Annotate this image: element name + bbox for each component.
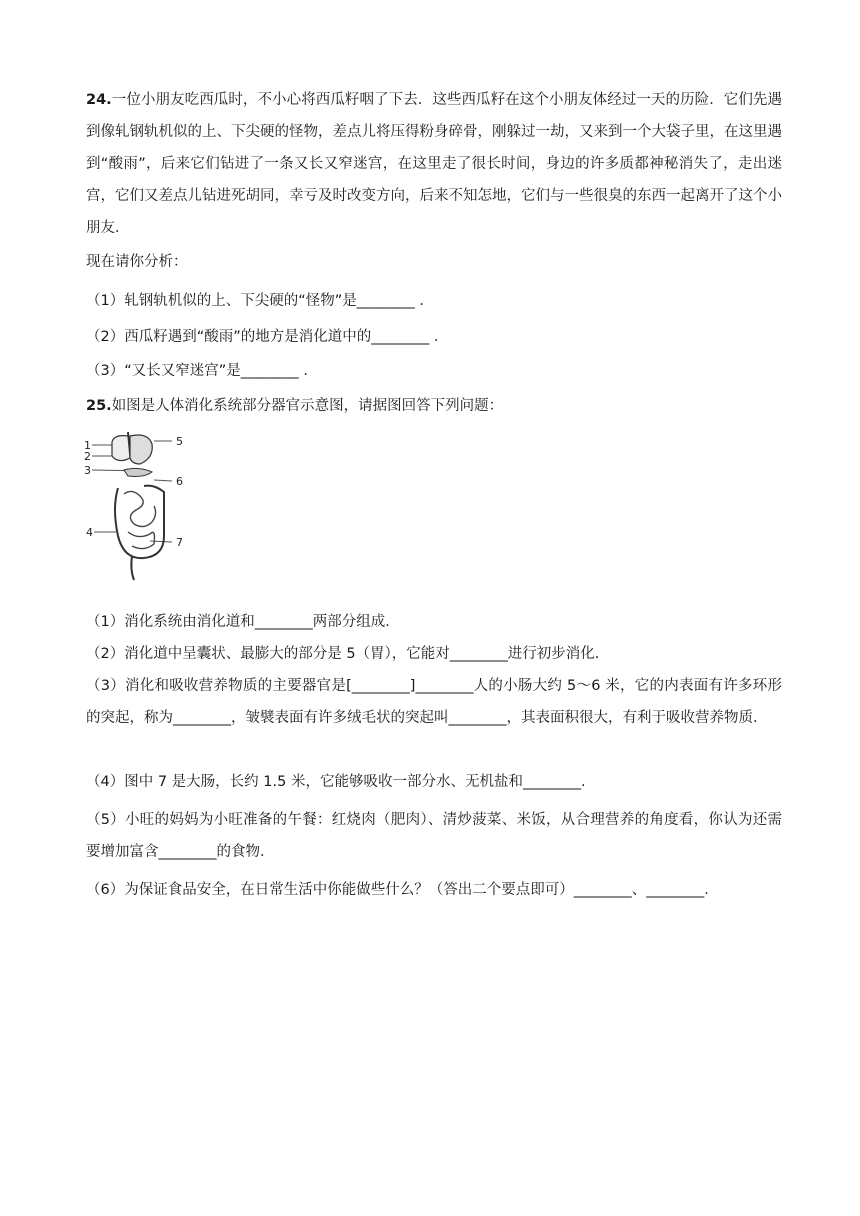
q25-item-1: （1）消化系统由消化道和________两部分组成． <box>86 614 400 630</box>
q25-stem-text: 如图是人体消化系统部分器官示意图，请据图回答下列问题： <box>111 398 504 414</box>
diagram-label-4: 4 <box>86 526 93 539</box>
q25-item-5: （5）小旺的妈妈为小旺准备的午餐：红烧肉（肥肉）、清炒菠菜、米饭，从合理营养的角度看，你认为还需要增加富含________的食物． <box>86 812 782 860</box>
q24-stem-text: 一位小朋友吃西瓜时，不小心将西瓜籽咽了下去．这些西瓜籽在这个小朋友体经过一天的历险．它们先遇到像轧钢轨机似的上、下尖硬的怪物，差点儿将压得粉身碎骨，刚躲过一劫，又来到一个大袋子里，在这里遇到“酸雨”，后来它们钻进了一条又长又窄迷宫，在这里走了很长时间，身边的许多质都神秘消失了，走出迷宫，它们又差点儿钻进死胡同，幸亏及时改变方向，后来不知怎地，它们与一些很臭的东西一起离开了这个小朋友． <box>86 92 782 236</box>
q25-item-4: （4）图中 7 是大肠，长约 1.5 米，它能够吸收一部分水、无机盐和________. <box>86 774 586 790</box>
q25-stem <box>86 396 786 416</box>
digestive-system-diagram <box>84 428 204 588</box>
diagram-label-7: 7 <box>176 536 183 549</box>
q24-item-1: （1）轧钢轨机似的上、下尖硬的“怪物”是________ ． <box>86 293 434 309</box>
q24-item-2: （2）西瓜籽遇到“酸雨”的地方是消化道中的________ ． <box>86 329 449 345</box>
q25-number: 25. <box>86 398 112 414</box>
q25-item-2: （2）消化道中呈囊状、最膨大的部分是 5（胃），它能对________进行初步消化． <box>86 646 610 662</box>
diagram-label-5: 5 <box>176 435 183 448</box>
diagram-label-1: 1 <box>84 439 91 452</box>
q25-item-3: （3）消化和吸收营养物质的主要器官是[________]________人的小肠大约 5～6 米，它的内表面有许多环形的突起，称为________，皱襞表面有许多绒毛状的突起叫________，其表面积很大，有利于吸收营养物质． <box>86 678 782 726</box>
q24-stem <box>86 84 782 244</box>
q24-prompt: 现在请你分析： <box>86 254 188 270</box>
diagram-label-6: 6 <box>176 475 183 488</box>
q24-item-3: （3）“又长又窄迷宫”是________ ． <box>86 363 318 379</box>
diagram-label-2: 2 <box>84 450 91 463</box>
q25-item-6: （6）为保证食品安全，在日常生活中你能做些什么？（答出二个要点即可）________、________． <box>86 882 719 898</box>
diagram-label-3: 3 <box>84 464 91 477</box>
q24-number: 24. <box>86 92 112 108</box>
